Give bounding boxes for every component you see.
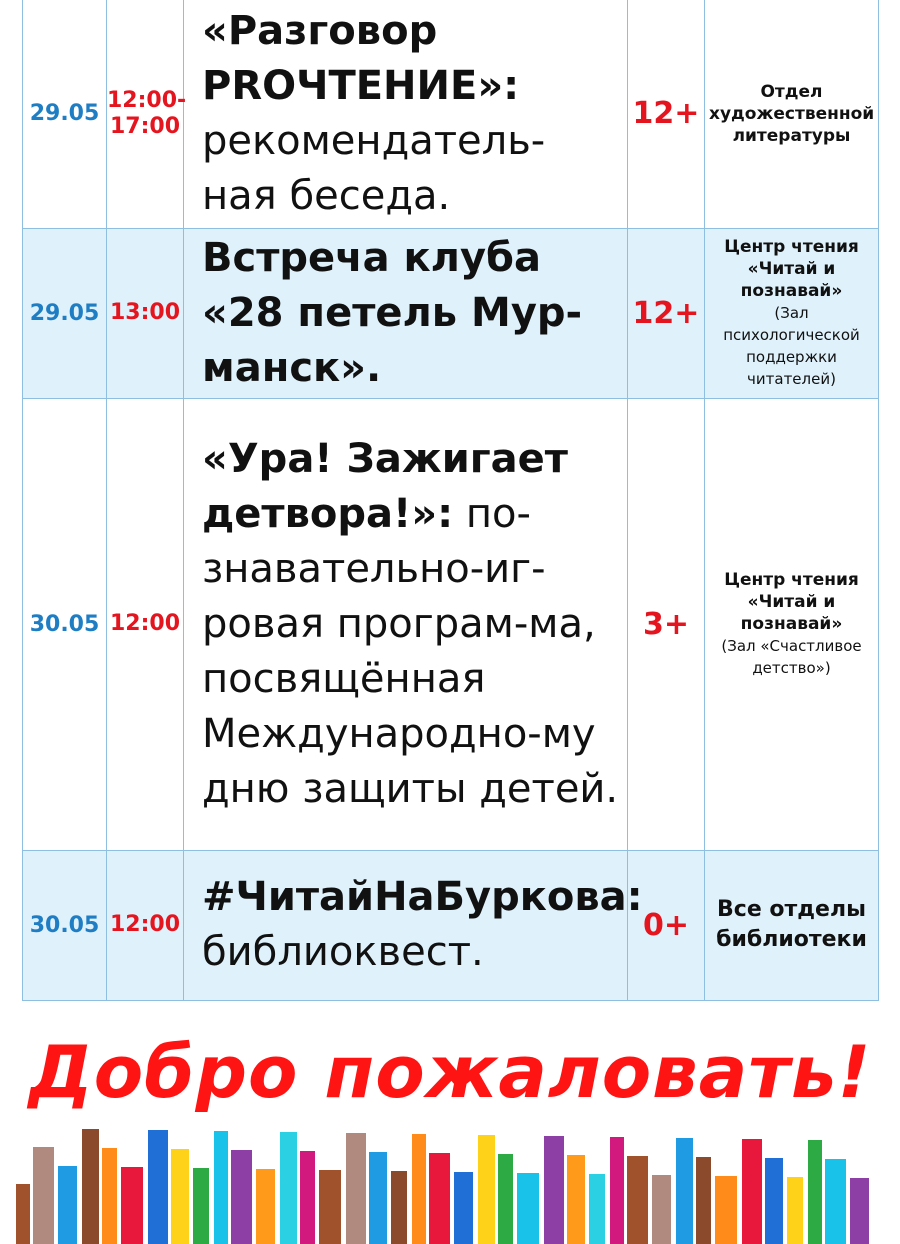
age-rating: 12+	[628, 0, 705, 228]
book-spine	[16, 1184, 30, 1244]
event-title-rest: по-знавательно-иг-ровая програм-ма, посвящённая Международно-му дню защиты детей.	[202, 490, 619, 812]
event-title	[184, 228, 628, 398]
location-name: Центр чтения «Читай и познавай»	[724, 237, 859, 301]
event-time: 12:00	[107, 398, 184, 850]
book-spine	[148, 1130, 168, 1244]
book-spine	[193, 1168, 209, 1244]
event-title-bold: Встреча клуба «28 петель Мур-манск».	[202, 234, 583, 391]
event-title-rest: библиоквест.	[202, 929, 484, 975]
schedule-row	[23, 398, 879, 850]
book-spine	[627, 1156, 648, 1244]
book-spine	[610, 1137, 624, 1244]
book-spine	[171, 1149, 189, 1244]
welcome-banner: Добро пожаловать!	[28, 1030, 872, 1114]
book-spine	[231, 1150, 252, 1244]
book-spine	[319, 1170, 341, 1244]
event-location	[705, 398, 879, 850]
schedule-table	[22, 0, 879, 1001]
book-spine	[696, 1157, 711, 1244]
schedule-row	[23, 228, 879, 398]
book-spine	[850, 1178, 869, 1244]
age-rating: 12+	[628, 228, 705, 398]
book-spine	[787, 1177, 803, 1244]
book-spine	[567, 1155, 585, 1244]
event-title-rest: рекомендатель-ная беседа.	[202, 117, 546, 219]
book-spine	[825, 1159, 846, 1244]
event-time: 13:00	[107, 228, 184, 398]
event-location	[705, 228, 879, 398]
event-title-bold: #ЧитайНаБуркова:	[202, 874, 643, 920]
event-location	[705, 850, 879, 1000]
bookshelf-illustration	[0, 1126, 900, 1244]
event-title-bold: «Ура! Зажигает детвора!»:	[202, 435, 568, 537]
event-title-bold: «Разговор PROЧТЕНИЕ»:	[202, 7, 520, 109]
book-spine	[346, 1133, 366, 1244]
event-date: 29.05	[23, 0, 107, 228]
book-spine	[412, 1134, 426, 1244]
location-note: (Зал «Счастливое детство»)	[721, 637, 862, 677]
book-spine	[280, 1132, 297, 1244]
event-date: 29.05	[23, 228, 107, 398]
book-spine	[454, 1172, 473, 1244]
event-date: 30.05	[23, 398, 107, 850]
book-spine	[765, 1158, 783, 1244]
event-title	[184, 0, 628, 228]
book-spine	[808, 1140, 822, 1244]
age-rating: 0+	[628, 850, 705, 1000]
book-spine	[369, 1152, 387, 1244]
book-spine	[33, 1147, 54, 1244]
book-spine	[544, 1136, 564, 1244]
book-spine	[429, 1153, 450, 1244]
age-rating: 3+	[628, 398, 705, 850]
schedule-row	[23, 0, 879, 228]
book-spine	[715, 1176, 737, 1244]
book-spine	[478, 1135, 495, 1244]
schedule-row	[23, 850, 879, 1000]
book-spine	[589, 1174, 605, 1244]
location-note: (Зал психологической поддержки читателей)	[723, 304, 860, 388]
book-spine	[652, 1175, 671, 1244]
event-title	[184, 850, 643, 1000]
book-spine	[121, 1167, 143, 1244]
book-spine	[214, 1131, 228, 1244]
location-name: Все отделы библиотеки	[716, 897, 867, 952]
event-location	[705, 0, 879, 228]
book-spine	[498, 1154, 513, 1244]
book-spine	[58, 1166, 77, 1244]
event-date: 30.05	[23, 850, 107, 1000]
event-title	[184, 398, 628, 850]
event-time: 12:00- 17:00	[107, 0, 184, 228]
book-spine	[300, 1151, 315, 1244]
book-spine	[256, 1169, 275, 1244]
book-spine	[102, 1148, 117, 1244]
event-time: 12:00	[107, 850, 184, 1000]
book-spine	[676, 1138, 693, 1244]
book-spine	[391, 1171, 407, 1244]
book-spine	[742, 1139, 762, 1244]
location-name: Центр чтения «Читай и познавай»	[724, 570, 859, 634]
book-spine	[517, 1173, 539, 1244]
book-spine	[82, 1129, 99, 1244]
location-name: Отдел художественной литературы	[709, 81, 875, 146]
